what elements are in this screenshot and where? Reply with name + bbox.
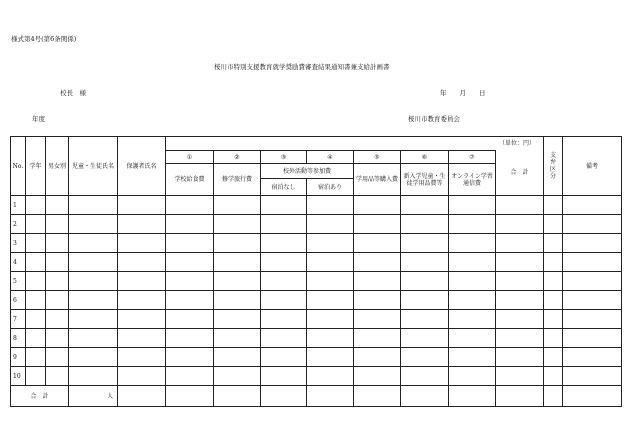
issuer: 桜川市教育委員会 xyxy=(408,115,460,123)
table-cell[interactable] xyxy=(69,234,118,253)
table-cell[interactable] xyxy=(401,291,449,310)
table-cell[interactable] xyxy=(307,215,354,234)
table-cell[interactable] xyxy=(118,367,166,386)
table-cell[interactable] xyxy=(401,196,449,215)
table-cell[interactable] xyxy=(26,215,46,234)
table-cell[interactable] xyxy=(496,234,544,253)
num-1: ① xyxy=(166,151,214,164)
footer-cell xyxy=(401,386,449,407)
table-cell[interactable] xyxy=(214,310,261,329)
table-cell[interactable] xyxy=(26,253,46,272)
table-cell[interactable] xyxy=(166,310,214,329)
table-cell[interactable] xyxy=(563,253,622,272)
table-cell[interactable] xyxy=(401,310,449,329)
table-cell[interactable] xyxy=(46,348,69,367)
table-cell[interactable] xyxy=(118,196,166,215)
col-lunch: 学校給食費 xyxy=(166,164,214,196)
table-cell[interactable] xyxy=(26,329,46,348)
footer-cell xyxy=(214,386,261,407)
table-cell[interactable] xyxy=(69,348,118,367)
table-cell[interactable] xyxy=(496,196,544,215)
num-4: ④ xyxy=(307,151,354,164)
footer-cell xyxy=(261,386,307,407)
table-cell[interactable] xyxy=(214,253,261,272)
table-row xyxy=(11,272,622,291)
col-guardian-name: 保護者氏名 xyxy=(118,137,166,196)
col-online xyxy=(449,164,496,196)
table-cell[interactable] xyxy=(563,348,622,367)
table-cell[interactable] xyxy=(496,215,544,234)
col-school-trip: 修学旅行費 xyxy=(214,164,261,196)
table-row xyxy=(11,234,622,253)
table-cell[interactable] xyxy=(354,196,401,215)
table-cell[interactable] xyxy=(449,215,496,234)
payment-label: 支弁区分 xyxy=(550,152,557,180)
table-cell[interactable] xyxy=(166,215,214,234)
table-cell[interactable] xyxy=(166,196,214,215)
table-row xyxy=(11,310,622,329)
table-cell[interactable] xyxy=(166,253,214,272)
table-cell[interactable] xyxy=(214,196,261,215)
table-cell[interactable] xyxy=(307,272,354,291)
table-cell[interactable] xyxy=(69,272,118,291)
table-cell[interactable] xyxy=(563,291,622,310)
table-cell[interactable] xyxy=(214,367,261,386)
online-label: オンライン学習通信費 xyxy=(451,172,493,187)
table-cell[interactable] xyxy=(46,329,69,348)
row-number: 8 xyxy=(11,329,26,348)
fiscal-year: 年度 xyxy=(32,115,45,123)
table-cell[interactable] xyxy=(69,329,118,348)
col-remarks: 備考 xyxy=(563,137,622,196)
table-cell[interactable] xyxy=(26,272,46,291)
table-cell[interactable] xyxy=(261,253,307,272)
table-cell[interactable] xyxy=(118,291,166,310)
table-cell[interactable] xyxy=(563,215,622,234)
table-cell[interactable] xyxy=(69,215,118,234)
table-cell[interactable] xyxy=(118,329,166,348)
table-cell[interactable] xyxy=(118,253,166,272)
row-number: 5 xyxy=(11,272,26,291)
table-cell[interactable] xyxy=(354,234,401,253)
table-cell[interactable] xyxy=(307,196,354,215)
table-cell[interactable] xyxy=(46,291,69,310)
table-cell[interactable] xyxy=(401,367,449,386)
row-number: 6 xyxy=(11,291,26,310)
table-cell[interactable] xyxy=(354,348,401,367)
table-cell[interactable] xyxy=(496,291,544,310)
people-unit: 人 xyxy=(106,392,113,400)
table-row xyxy=(11,329,622,348)
table-cell[interactable] xyxy=(401,272,449,291)
table-cell[interactable] xyxy=(449,310,496,329)
table-row xyxy=(11,253,622,272)
footer-cell xyxy=(449,386,496,407)
footer-cell xyxy=(563,386,622,407)
table-cell[interactable] xyxy=(26,348,46,367)
table-cell[interactable] xyxy=(496,272,544,291)
table-cell[interactable] xyxy=(563,272,622,291)
table-cell[interactable] xyxy=(261,348,307,367)
footer-total-label: 合 計 xyxy=(11,386,69,407)
table-cell[interactable] xyxy=(307,253,354,272)
footer-cell xyxy=(307,386,354,407)
row-number: 3 xyxy=(11,234,26,253)
table-cell[interactable] xyxy=(354,253,401,272)
table-cell[interactable] xyxy=(261,367,307,386)
table-cell[interactable] xyxy=(449,348,496,367)
table-cell[interactable] xyxy=(449,196,496,215)
table-cell[interactable] xyxy=(544,234,563,253)
table-cell[interactable] xyxy=(449,272,496,291)
table-cell[interactable] xyxy=(261,196,307,215)
table-cell[interactable] xyxy=(69,367,118,386)
allowance-table xyxy=(10,136,622,407)
table-cell[interactable] xyxy=(496,348,544,367)
col-payment-category xyxy=(544,137,563,196)
table-cell[interactable] xyxy=(46,215,69,234)
table-row xyxy=(11,348,622,367)
table-cell[interactable] xyxy=(214,291,261,310)
row-number: 7 xyxy=(11,310,26,329)
table-cell[interactable] xyxy=(354,367,401,386)
table-cell[interactable] xyxy=(261,310,307,329)
footer-cell xyxy=(118,386,166,407)
col-gender: 男女別 xyxy=(46,137,69,196)
col-no-stay: 宿泊なし xyxy=(261,179,307,196)
table-cell[interactable] xyxy=(214,348,261,367)
table-cell[interactable] xyxy=(401,215,449,234)
col-grade: 学年 xyxy=(26,137,46,196)
table-cell[interactable] xyxy=(307,348,354,367)
table-cell[interactable] xyxy=(46,310,69,329)
table-cell[interactable] xyxy=(69,291,118,310)
col-total: 合 計 xyxy=(496,151,544,196)
row-number: 4 xyxy=(11,253,26,272)
table-cell[interactable] xyxy=(449,234,496,253)
table-cell[interactable] xyxy=(69,196,118,215)
footer-cell xyxy=(166,386,214,407)
table-cell[interactable] xyxy=(354,329,401,348)
table-cell[interactable] xyxy=(118,348,166,367)
issue-date: 年 月 日 xyxy=(440,89,486,97)
table-cell[interactable] xyxy=(261,215,307,234)
table-cell[interactable] xyxy=(118,215,166,234)
new-entry-label: 新入学児童・生徒学用品費等 xyxy=(403,172,446,187)
unit: （単位：円） xyxy=(499,140,536,147)
table-cell[interactable] xyxy=(46,234,69,253)
table-cell[interactable] xyxy=(563,329,622,348)
unit-label xyxy=(166,137,544,151)
table-cell[interactable] xyxy=(496,310,544,329)
table-cell[interactable] xyxy=(544,291,563,310)
footer-people xyxy=(69,386,118,407)
table-cell[interactable] xyxy=(166,329,214,348)
table-cell[interactable] xyxy=(69,310,118,329)
table-cell[interactable] xyxy=(261,329,307,348)
table-cell[interactable] xyxy=(401,348,449,367)
table-cell[interactable] xyxy=(166,272,214,291)
table-cell[interactable] xyxy=(214,272,261,291)
table-cell[interactable] xyxy=(449,291,496,310)
table-cell[interactable] xyxy=(401,234,449,253)
table-cell[interactable] xyxy=(118,310,166,329)
table-cell[interactable] xyxy=(214,215,261,234)
document-title: 桜川市特別支援教育就学奨励費審査結果通知書兼支給計画書 xyxy=(214,63,390,71)
table-cell[interactable] xyxy=(26,196,46,215)
table-cell[interactable] xyxy=(544,348,563,367)
footer-cell xyxy=(354,386,401,407)
table-cell[interactable] xyxy=(496,367,544,386)
table-cell[interactable] xyxy=(449,253,496,272)
table-cell[interactable] xyxy=(544,272,563,291)
table-cell[interactable] xyxy=(26,367,46,386)
table-cell[interactable] xyxy=(307,367,354,386)
table-row xyxy=(11,215,622,234)
num-6: ⑥ xyxy=(401,151,449,164)
row-number: 10 xyxy=(11,367,26,386)
footer-cell xyxy=(496,386,544,407)
table-cell[interactable] xyxy=(214,234,261,253)
table-cell[interactable] xyxy=(544,367,563,386)
table-cell[interactable] xyxy=(118,272,166,291)
table-cell[interactable] xyxy=(307,329,354,348)
table-cell[interactable] xyxy=(354,310,401,329)
table-cell[interactable] xyxy=(563,234,622,253)
table-cell[interactable] xyxy=(69,253,118,272)
table-cell[interactable] xyxy=(496,253,544,272)
table-cell[interactable] xyxy=(26,234,46,253)
row-number: 2 xyxy=(11,215,26,234)
table-cell[interactable] xyxy=(166,234,214,253)
table-cell[interactable] xyxy=(26,310,46,329)
table-row xyxy=(11,367,622,386)
table-cell[interactable] xyxy=(563,310,622,329)
table-cell[interactable] xyxy=(449,367,496,386)
table-cell[interactable] xyxy=(544,215,563,234)
table-cell[interactable] xyxy=(401,329,449,348)
table-cell[interactable] xyxy=(166,291,214,310)
table-cell[interactable] xyxy=(354,291,401,310)
col-supplies: 学用品等購入費 xyxy=(354,164,401,196)
table-cell[interactable] xyxy=(26,291,46,310)
table-cell[interactable] xyxy=(118,234,166,253)
table-cell[interactable] xyxy=(46,196,69,215)
table-row xyxy=(11,291,622,310)
table-cell[interactable] xyxy=(544,196,563,215)
table-cell[interactable] xyxy=(46,272,69,291)
table-cell[interactable] xyxy=(449,329,496,348)
table-cell[interactable] xyxy=(46,367,69,386)
table-cell[interactable] xyxy=(563,367,622,386)
col-new-entry xyxy=(401,164,449,196)
form-number: 様式第4号(第6条関係) xyxy=(11,35,77,43)
table-cell[interactable] xyxy=(354,215,401,234)
row-number: 9 xyxy=(11,348,26,367)
table-cell[interactable] xyxy=(261,291,307,310)
table-cell[interactable] xyxy=(496,329,544,348)
col-activities: 校外活動等参加費 xyxy=(261,164,354,179)
table-cell[interactable] xyxy=(401,253,449,272)
col-no: No. xyxy=(11,137,26,196)
col-student-name: 児童・生徒氏名 xyxy=(69,137,118,196)
num-3: ③ xyxy=(261,151,307,164)
col-with-stay: 宿泊あり xyxy=(307,179,354,196)
table-row xyxy=(11,196,622,215)
table-cell[interactable] xyxy=(261,272,307,291)
table-cell[interactable] xyxy=(544,329,563,348)
table-cell[interactable] xyxy=(166,348,214,367)
table-cell[interactable] xyxy=(544,310,563,329)
num-5: ⑤ xyxy=(354,151,401,164)
table-cell[interactable] xyxy=(307,234,354,253)
table-cell[interactable] xyxy=(166,367,214,386)
table-cell[interactable] xyxy=(214,329,261,348)
table-cell[interactable] xyxy=(261,234,307,253)
table-cell[interactable] xyxy=(46,253,69,272)
table-cell[interactable] xyxy=(307,291,354,310)
num-2: ② xyxy=(214,151,261,164)
table-cell[interactable] xyxy=(307,310,354,329)
table-cell[interactable] xyxy=(563,196,622,215)
table-cell[interactable] xyxy=(354,272,401,291)
row-number: 1 xyxy=(11,196,26,215)
addressee: 校長 様 xyxy=(60,89,86,97)
table-cell[interactable] xyxy=(544,253,563,272)
num-7: ⑦ xyxy=(449,151,496,164)
footer-cell xyxy=(544,386,563,407)
